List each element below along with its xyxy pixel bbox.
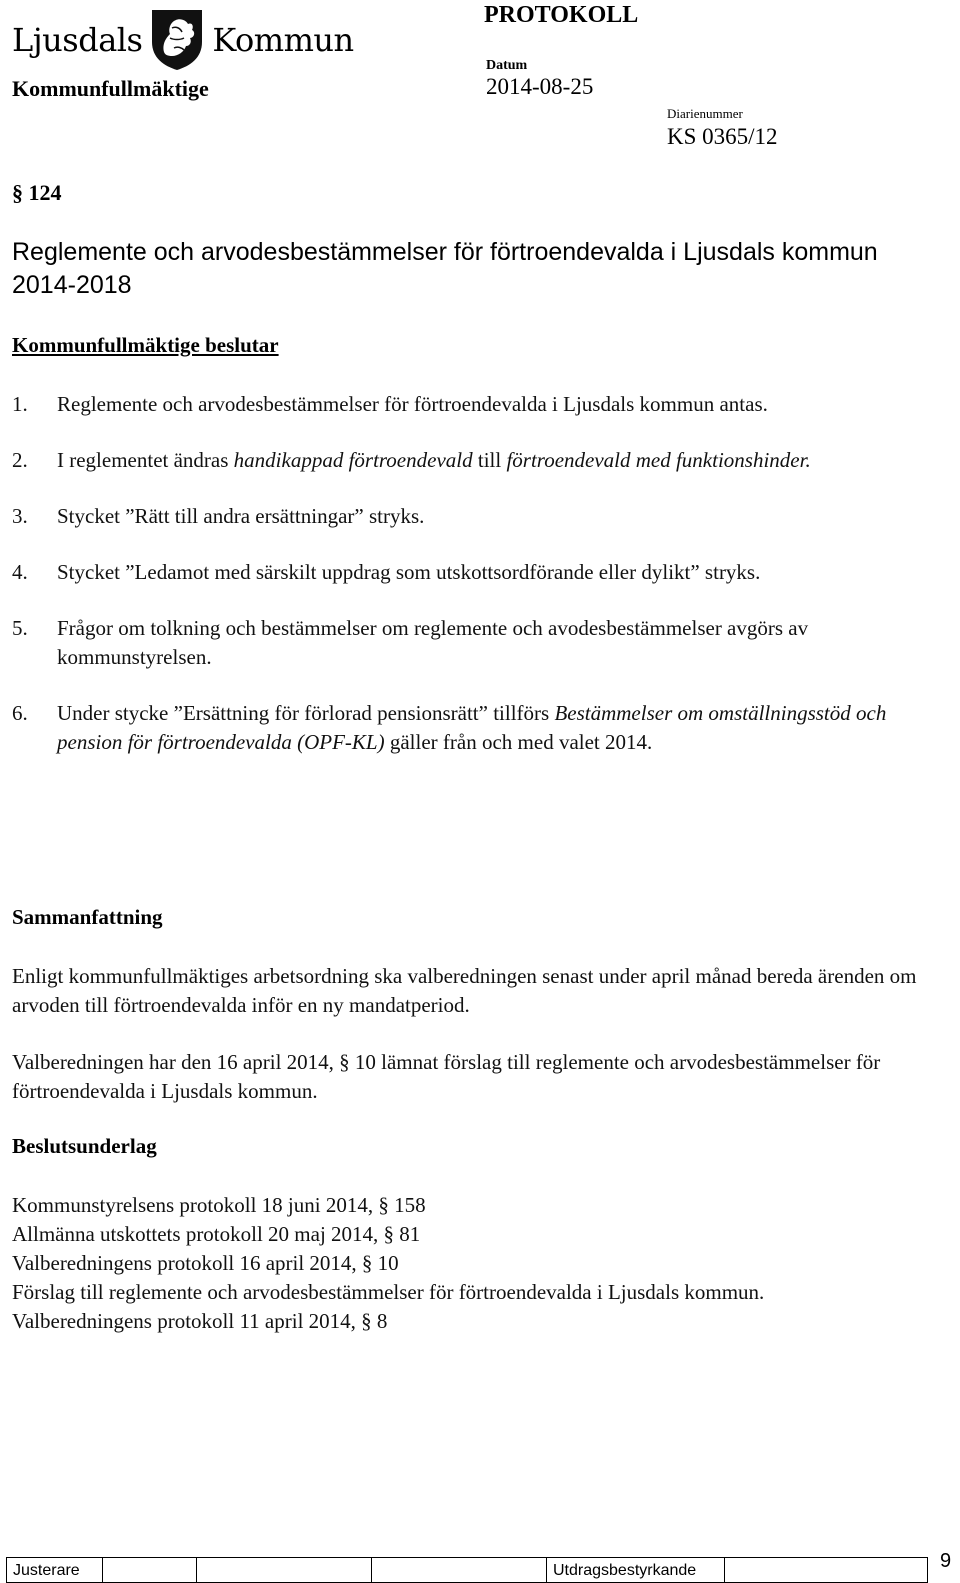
item-number: 1.	[12, 392, 28, 416]
organization-name: Kommunfullmäktige	[12, 76, 209, 101]
date-label: Datum	[486, 58, 528, 73]
basis-item: Valberedningens protokoll 11 april 2014, § 8	[12, 1309, 388, 1333]
basis-item: Allmänna utskottets protokoll 20 maj 2014, § 81	[12, 1222, 421, 1246]
item-number: 6.	[12, 701, 28, 725]
coat-of-arms-icon	[150, 8, 204, 72]
basis-item: Kommunstyrelsens protokoll 18 juni 2014, § 158	[12, 1193, 426, 1217]
decision-item	[12, 699, 942, 757]
item-text: I reglementet ändras handikappad förtroendevald till förtroendevald med funktionshinder.	[57, 448, 811, 472]
utdrag-label: Utdragsbestyrkande	[547, 1558, 725, 1582]
paragraph-number: § 124	[12, 180, 62, 205]
logo-text-left: Ljusdals	[12, 21, 143, 59]
document-type: PROTOKOLL	[484, 2, 639, 28]
item-number: 3.	[12, 504, 28, 528]
summary-paragraph-1: Enligt kommunfullmäktiges arbetsordning ska valberedningen senast under april månad bereda ärenden om arvoden till förtroendevalda inför en ny mandatperiod.	[12, 964, 917, 1017]
justerare-label: Justerare	[7, 1558, 103, 1582]
item-text: Stycket ”Rätt till andra ersättningar” stryks.	[57, 504, 425, 528]
decision-item	[12, 502, 942, 531]
justerare-signature-box	[372, 1558, 547, 1582]
item-text: Stycket ”Ledamot med särskilt uppdrag som utskottsordförande eller dylikt” stryks.	[57, 560, 761, 584]
item-number: 2.	[12, 448, 28, 472]
item-text: Frågor om tolkning och bestämmelser om reglemente och avodesbestämmelser avgörs av kommunstyrelsen.	[57, 616, 809, 669]
registration-number-value: KS 0365/12	[667, 124, 778, 149]
date-value: 2014-08-25	[486, 74, 594, 99]
municipality-logo	[12, 4, 354, 76]
item-number: 4.	[12, 560, 28, 584]
logo-text-right: Kommun	[212, 21, 354, 59]
utdrag-signature-box	[725, 1558, 925, 1582]
justerare-signature-box	[197, 1558, 372, 1582]
signature-footer	[6, 1557, 928, 1583]
decision-heading: Kommunfullmäktige beslutar	[12, 333, 279, 357]
summary-heading: Sammanfattning	[12, 905, 163, 929]
basis-item: Förslag till reglemente och arvodesbestämmelser för förtroendevalda i Ljusdals kommun.	[12, 1280, 765, 1304]
justerare-signature-box	[103, 1558, 197, 1582]
decision-list	[12, 390, 942, 784]
page-number: 9	[940, 1550, 952, 1572]
decision-item	[12, 446, 942, 475]
item-text: Under stycke ”Ersättning för förlorad pensionsrätt” tillförs Bestämmelser om omställningsstöd och pension för förtroendevalda (OPF-KL) gäller från och med valet 2014.	[57, 701, 887, 754]
decision-item	[12, 390, 942, 419]
summary-paragraph-2: Valberedningen har den 16 april 2014, § 10 lämnat förslag till reglemente och arvodesbestämmelser för förtroendevalda i Ljusdals kommun.	[12, 1050, 881, 1103]
item-text: Reglemente och arvodesbestämmelser för förtroendevalda i Ljusdals kommun antas.	[57, 392, 768, 416]
decision-item	[12, 558, 942, 587]
document-title: Reglemente och arvodesbestämmelser för förtroendevalda i Ljusdals kommun 2014-2018	[12, 238, 878, 299]
basis-item: Valberedningens protokoll 16 april 2014, § 10	[12, 1251, 399, 1275]
basis-heading: Beslutsunderlag	[12, 1134, 157, 1158]
decision-item	[12, 614, 942, 672]
item-number: 5.	[12, 616, 28, 640]
registration-number-label: Diarienummer	[667, 106, 743, 121]
basis-list	[12, 1191, 942, 1336]
